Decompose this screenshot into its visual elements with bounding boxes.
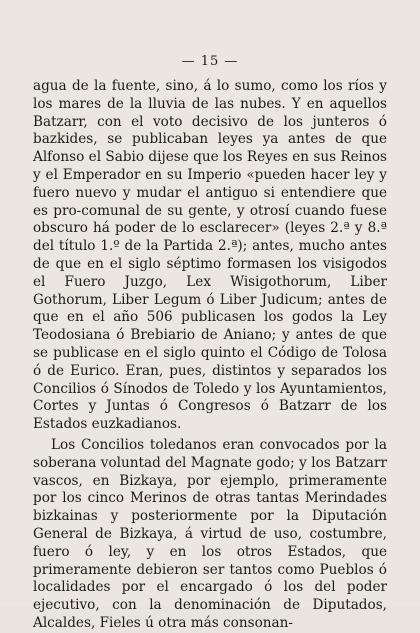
body-text (33, 78, 387, 633)
paragraph-1: agua de la fuente, sino, á lo sumo, como los ríos y los mares de la lluvia de las nubes. Y en aquellos Batzarr, con el voto decisivo de los junteros ó bazkides, se publicaban leyes ya antes de que Alfonso el Sabio dijese que los Reyes en sus Reinos y el Emperador en su Imperio «pueden hacer ley y fuero nuevo y mudar el antiguo si entendiere que es pro-comunal de su gente, y otrosí cuando fuese obscuro há poder de lo esclarecer» (leyes 2.ª y 8.ª del título 1.º de la Partida 2.ª); antes, mucho antes de que en el siglo séptimo formasen los visigodos el Fuero Juzgo, Lex Wisigothorum, Liber Gothorum, Liber Legum ó Liber Judicum; antes de que en el año 506 publicasen los godos la Ley Teodosiana ó Brebiario de Aniano; y antes de que se publicase en el siglo quinto el Código de Tolosa ó de Eurico. Eran, pues, distintos y separados los Concilios ó Sínodos de Toledo y los Ayuntamientos, Cortes y Juntas ó Congresos ó Batzarr de los Estados euzkadianos. (33, 78, 387, 433)
paragraph-2: Los Concilios toledanos eran convocados por la soberana voluntad del Magnate godo; y los Batzarr vascos, en Bizkaya, por ejemplo, primeramente por los cinco Merinos de otras tantas Merindades bizkainas y posteriormente por la Diputación General de Bizkaya, á virtud de uso, costumbre, fuero ó ley, y en los otros Estados, que primeramente debieron ser tantos como Pueblos ó localidades por el encargado ó los del poder ejecutivo, con la denominación de Diputados, Alcaldes, Fieles ú otra más consonan- (33, 436, 387, 631)
page-number: — 15 — (181, 54, 239, 69)
